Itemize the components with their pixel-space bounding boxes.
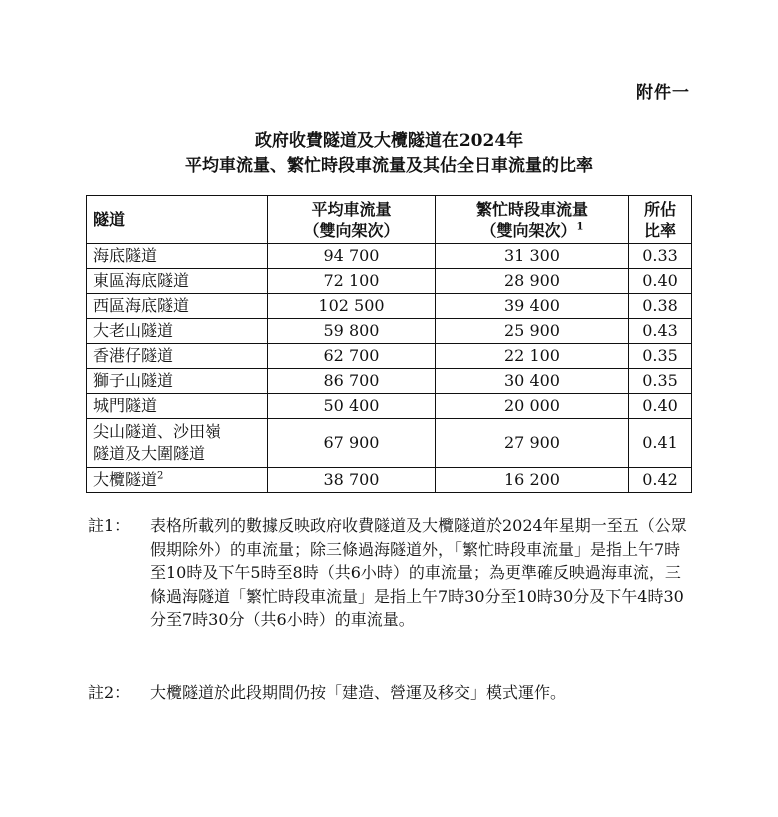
note-2 — [88, 681, 698, 705]
table-row — [87, 369, 692, 394]
cell-ratio: 0.35 — [629, 344, 692, 369]
annex-label: 附件一 — [636, 83, 690, 103]
document-title-line2: 平均車流量、繁忙時段車流量及其佔全日車流量的比率 — [185, 156, 593, 176]
note-1-text: 表格所載列的數據反映政府收費隧道及大欖隧道於2024年星期一至五（公眾假期除外）的車流量；除三條過海隧道外，「繁忙時段車流量」是指上午7時至10時及下午5時至8時（共6小時）的車流量；為更準確反映過海車流，三條過海隧道「繁忙時段車流量」是指上午7時30分至10時30分及下午4時30分至7時30分（共6小時）的車流量。 — [150, 516, 687, 629]
table-row — [87, 394, 692, 419]
cell-peak: 20 000 — [436, 394, 629, 419]
header-peak-flow-line2-wrap — [440, 220, 624, 241]
header-peak-flow-line1: 繁忙時段車流量 — [475, 199, 588, 219]
cell-tunnel-name: 大欖隧道 — [93, 470, 158, 489]
table-row — [87, 468, 692, 493]
footnote-ref-1: 1 — [576, 221, 584, 233]
cell-ratio: 0.35 — [629, 369, 692, 394]
cell-peak: 16 200 — [436, 468, 629, 493]
header-peak-flow-line2: （雙向架次） — [480, 220, 577, 240]
table-row — [87, 244, 692, 269]
header-tunnel: 隧道 — [87, 196, 268, 244]
cell-tunnel-line1: 尖山隧道、沙田嶺 — [93, 422, 222, 441]
cell-average: 62 700 — [268, 344, 436, 369]
cell-tunnel — [87, 419, 268, 468]
note-2-label: 註2： — [88, 683, 131, 702]
document-title-line1: 政府收費隧道及大欖隧道在2024年 — [254, 131, 524, 151]
cell-peak: 27 900 — [436, 419, 629, 468]
header-ratio-line2: 比率 — [643, 220, 676, 240]
cell-average: 102 500 — [268, 294, 436, 319]
cell-tunnel: 西區海底隧道 — [87, 294, 268, 319]
header-average-flow — [268, 196, 436, 244]
cell-average: 67 900 — [268, 419, 436, 468]
cell-ratio: 0.40 — [629, 269, 692, 294]
cell-ratio: 0.40 — [629, 394, 692, 419]
cell-average: 72 100 — [268, 269, 436, 294]
cell-tunnel: 東區海底隧道 — [87, 269, 268, 294]
cell-average: 86 700 — [268, 369, 436, 394]
header-average-flow-line2: （雙向架次） — [303, 220, 400, 240]
cell-tunnel-line2: 隧道及大圍隧道 — [93, 444, 206, 463]
cell-ratio: 0.33 — [629, 244, 692, 269]
header-ratio — [629, 196, 692, 244]
note-1-label: 註1： — [88, 516, 131, 535]
table-row — [87, 419, 692, 468]
cell-tunnel: 香港仔隧道 — [87, 344, 268, 369]
table-row — [87, 269, 692, 294]
table-row — [87, 344, 692, 369]
cell-peak: 39 400 — [436, 294, 629, 319]
cell-peak: 28 900 — [436, 269, 629, 294]
table-header-row — [87, 196, 692, 244]
cell-peak: 22 100 — [436, 344, 629, 369]
header-ratio-line1: 所佔 — [643, 199, 676, 219]
header-average-flow-line1: 平均車流量 — [311, 199, 392, 219]
cell-peak: 25 900 — [436, 319, 629, 344]
footnote-ref-2: 2 — [157, 470, 164, 482]
cell-average: 38 700 — [268, 468, 436, 493]
traffic-table — [86, 195, 692, 493]
table-row — [87, 319, 692, 344]
cell-ratio: 0.43 — [629, 319, 692, 344]
cell-average: 94 700 — [268, 244, 436, 269]
cell-peak: 31 300 — [436, 244, 629, 269]
note-1 — [88, 514, 698, 632]
cell-tunnel — [87, 468, 268, 493]
table-row — [87, 294, 692, 319]
cell-tunnel: 獅子山隧道 — [87, 369, 268, 394]
cell-ratio: 0.38 — [629, 294, 692, 319]
cell-tunnel: 海底隧道 — [87, 244, 268, 269]
cell-average: 59 800 — [268, 319, 436, 344]
cell-peak: 30 400 — [436, 369, 629, 394]
cell-ratio: 0.42 — [629, 468, 692, 493]
cell-tunnel: 城門隧道 — [87, 394, 268, 419]
header-peak-flow — [436, 196, 629, 244]
cell-ratio: 0.41 — [629, 419, 692, 468]
cell-average: 50 400 — [268, 394, 436, 419]
note-2-text: 大欖隧道於此段期間仍按「建造、營運及移交」模式運作。 — [150, 683, 567, 702]
cell-tunnel: 大老山隧道 — [87, 319, 268, 344]
